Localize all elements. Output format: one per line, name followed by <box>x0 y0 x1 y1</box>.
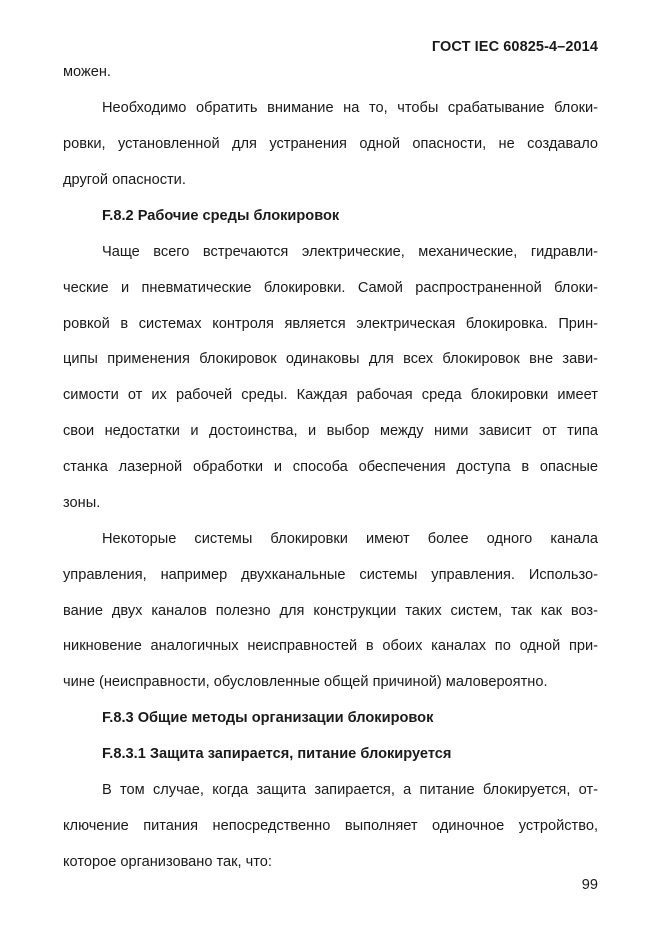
paragraph-line: В том случае, когда защита запирается, а питание блокируется, от- <box>102 782 598 798</box>
paragraph-line: никновение аналогичных неисправностей в обоих каналах по одной при- <box>63 638 598 654</box>
paragraph-line: симости от их рабочей среды. Каждая рабочая среда блокировки имеет <box>63 387 598 403</box>
section-heading: F.8.3 Общие методы организации блокировок <box>102 710 434 726</box>
paragraph-line: вание двух каналов полезно для конструкции таких систем, так как воз- <box>63 603 598 619</box>
paragraph-line: ципы применения блокировок одинаковы для всех блокировок вне зави- <box>63 351 598 367</box>
section-heading: F.8.2 Рабочие среды блокировок <box>102 208 340 224</box>
paragraph-line: станка лазерной обработки и способа обеспечения доступа в опасные <box>63 459 598 475</box>
page-number: 99 <box>581 877 598 893</box>
paragraph-line: другой опасности. <box>63 172 186 188</box>
paragraph-line: Некоторые системы блокировки имеют более одного канала <box>102 531 598 547</box>
paragraph-line: свои недостатки и достоинства, и выбор между ними зависит от типа <box>63 423 598 439</box>
paragraph-line: ключение питания непосредственно выполняет одиночное устройство, <box>63 818 598 834</box>
paragraph-line: чине (неисправности, обусловленные общей причиной) маловероятно. <box>63 674 548 690</box>
text-line: можен. <box>63 64 111 80</box>
paragraph-line: ровки, установленной для устранения одной опасности, не создавало <box>63 136 598 152</box>
subsection-heading: F.8.3.1 Защита запирается, питание блокируется <box>102 746 452 762</box>
paragraph-line: зоны. <box>63 495 101 511</box>
paragraph-line: Необходимо обратить внимание на то, чтобы срабатывание блоки- <box>102 100 598 116</box>
paragraph-line: которое организовано так, что: <box>63 854 272 870</box>
paragraph-line: ровкой в системах контроля является электрическая блокировка. Прин- <box>63 316 598 332</box>
paragraph-line: ческие и пневматические блокировки. Самой распространенной блоки- <box>63 280 598 296</box>
paragraph-line: управления, например двухканальные системы управления. Использо- <box>63 567 598 583</box>
paragraph-line: Чаще всего встречаются электрические, механические, гидравли- <box>102 244 598 260</box>
page-header: ГОСТ IEC 60825-4–2014 <box>431 39 598 55</box>
